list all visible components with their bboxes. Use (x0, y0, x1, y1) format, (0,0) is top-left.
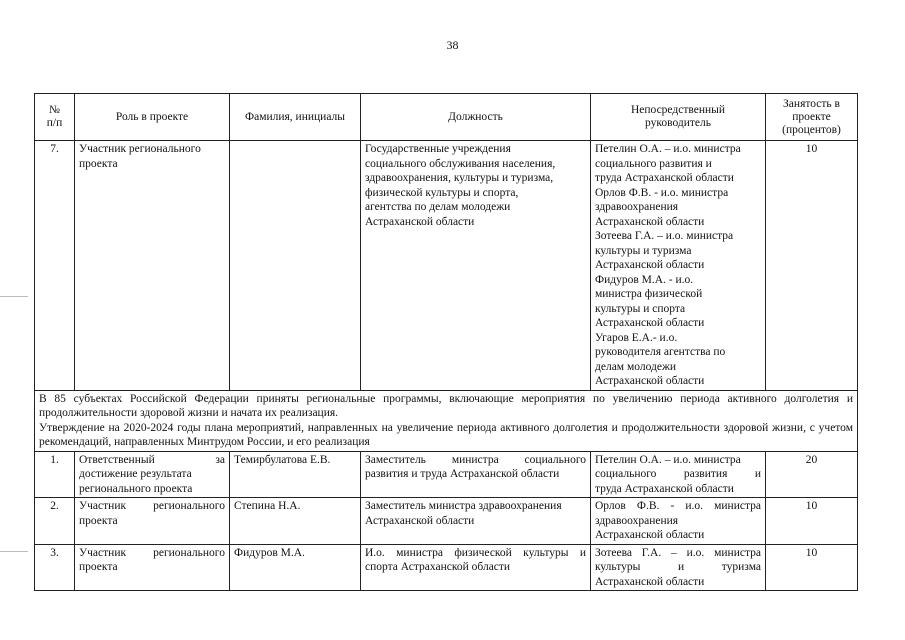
row-num: 1. (35, 451, 75, 498)
row-num: 2. (35, 498, 75, 545)
row-num: 3. (35, 544, 75, 591)
row-position: Заместитель министра здравоохранения Астраханской области (361, 498, 591, 545)
table-row (35, 141, 858, 391)
row-role: Участник регионального проекта (75, 141, 230, 391)
header-num: № п/п (35, 94, 75, 141)
margin-mark (0, 551, 28, 552)
row-name: Степина Н.А. (230, 498, 361, 545)
header-position: Должность (361, 94, 591, 141)
row-num: 7. (35, 141, 75, 391)
project-team-table (34, 93, 858, 591)
header-role: Роль в проекте (75, 94, 230, 141)
header-workload: Занятость в проекте (процентов) (766, 94, 858, 141)
row-workload: 10 (766, 141, 858, 391)
row-name: Темирбулатова Е.В. (230, 451, 361, 498)
margin-mark (0, 296, 28, 297)
row-name: Фидуров М.А. (230, 544, 361, 591)
row-position: Государственные учреждения социального обслуживания населения, здравоохранения, культуры и туризма, физической культуры и спорта, агентства по делам молодежи Астраханской области (361, 141, 591, 391)
row-supervisor: Зотеева Г.А. – и.о. министра культуры и туризма Астраханской области (591, 544, 766, 591)
section-paragraph: В 85 субъектах Российской Федерации приняты региональные программы, включающие мероприятия по увеличению периода активного долголетия и продолжительности здоровой жизни и начата их реализация. (39, 392, 853, 419)
table-header-row (35, 94, 858, 141)
row-role: Участник регионального проекта (75, 544, 230, 591)
section-paragraph: Утверждение на 2020-2024 годы плана мероприятий, направленных на увеличение периода активного долголетия и продолжительности здоровой жизни, с учетом рекомендаций, направленных Минтрудом России, и его реализация (39, 421, 853, 448)
row-supervisor: Орлов Ф.В. - и.о. министра здравоохранения Астраханской области (591, 498, 766, 545)
row-workload: 10 (766, 544, 858, 591)
row-position: Заместитель министра социального развития и труда Астраханской области (361, 451, 591, 498)
header-supervisor: Непосредственный руководитель (591, 94, 766, 141)
table-row (35, 544, 858, 591)
header-name: Фамилия, инициалы (230, 94, 361, 141)
row-workload: 20 (766, 451, 858, 498)
page-number: 38 (446, 38, 459, 52)
table-row (35, 451, 858, 498)
row-role: Участник регионального проекта (75, 498, 230, 545)
row-position: И.о. министра физической культуры и спорта Астраханской области (361, 544, 591, 591)
row-name (230, 141, 361, 391)
row-supervisor: Петелин О.А. – и.о. министра социального развития и труда Астраханской области Орлов Ф.В. - и.о. министра здравоохранения Астраханской области Зотеева Г.А. – и.о. министра культуры и туризма Астраханской области Фидуров М.А. - и.о. министра физической культуры и спорта Астраханской области Угаров Е.А.- и.о. руководителя агентства по делам молодежи Астраханской области (591, 141, 766, 391)
table-row (35, 498, 858, 545)
project-team-table-wrapper (34, 93, 857, 591)
row-role: Ответственный за достижение результата регионального проекта (75, 451, 230, 498)
section-row (35, 390, 858, 451)
row-workload: 10 (766, 498, 858, 545)
row-supervisor: Петелин О.А. – и.о. министра социального развития и труда Астраханской области (591, 451, 766, 498)
section-text (35, 390, 858, 451)
